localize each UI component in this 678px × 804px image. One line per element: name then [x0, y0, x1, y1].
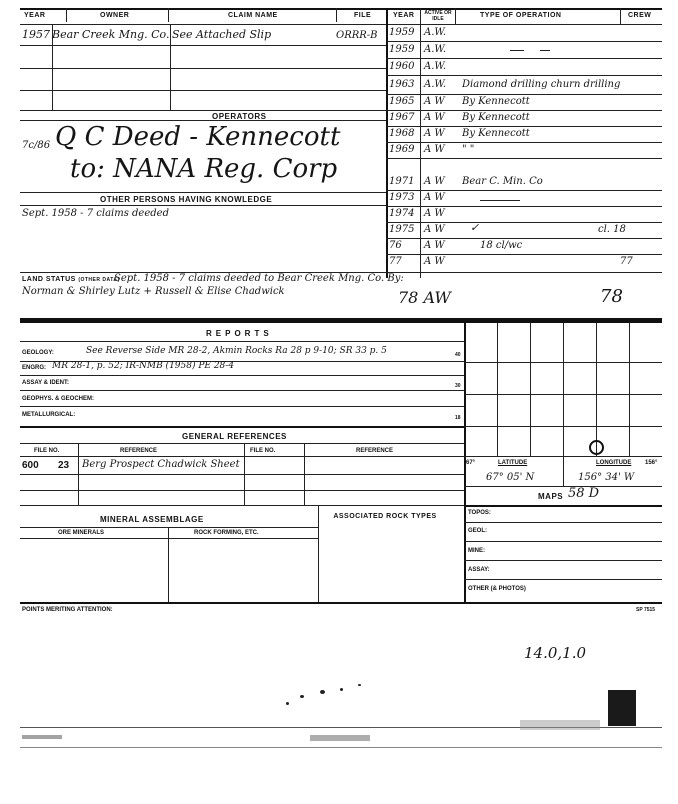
report-label: METALLURGICAL:	[22, 412, 76, 418]
activity-year: 1963	[389, 79, 415, 90]
activity-year: 1968	[389, 128, 415, 139]
claim-year: 1957	[22, 28, 50, 41]
scan-speck	[286, 702, 289, 705]
ref-reference: Berg Prospect Chadwick Sheet	[82, 459, 240, 470]
activity-year: 1967	[389, 112, 415, 123]
mine-label: MINE:	[468, 548, 485, 554]
report-margin: 40	[455, 352, 461, 358]
operators-label: OPERATORS	[212, 112, 267, 121]
scan-speck	[358, 684, 361, 686]
activity-dash	[510, 50, 524, 51]
land-status-extra: 78 AW	[398, 288, 451, 307]
claim-owner: Bear Creek Mng. Co.	[52, 28, 170, 41]
activity-year: 1971	[389, 176, 415, 187]
activity-dash	[480, 200, 520, 201]
activity-status: A W	[424, 240, 445, 251]
activity-dash	[540, 50, 550, 51]
header-type-of-operation: TYPE OF OPERATION	[480, 12, 562, 19]
activity-status: A W	[424, 208, 445, 219]
scan-block	[608, 690, 636, 726]
report-label: ENGRG:	[22, 365, 46, 371]
lon-label: LONGITUDE	[596, 460, 632, 466]
scan-smudge	[22, 735, 62, 739]
topos-label: TOPOS:	[468, 510, 491, 516]
activity-status: A W	[424, 176, 445, 187]
activity-status: A W	[424, 128, 445, 139]
land-status-label: LAND STATUS (OTHER DATA)	[22, 276, 120, 283]
claim-file: ORRR-B	[336, 30, 378, 41]
other-photos-label: OTHER (& PHOTOS)	[468, 586, 526, 592]
location-circle-mark	[589, 440, 604, 455]
maps-label: MAPS	[538, 492, 564, 501]
col-reference-2: REFERENCE	[356, 448, 394, 454]
rock-forming: ROCK FORMING, ETC.	[194, 530, 259, 536]
reports-title: REPORTS	[206, 329, 273, 338]
land-status-line1: Sept. 1958 - 7 claims deeded to Bear Creek Mng. Co. By:	[114, 273, 404, 284]
geol-label: GEOL:	[468, 528, 487, 534]
activity-check: ✓	[470, 221, 480, 234]
footer-note: 14.0,1.0	[524, 644, 587, 662]
scan-smudge	[520, 720, 600, 730]
activity-status: A.W.	[424, 79, 447, 90]
activity-status: A W	[424, 224, 445, 235]
activity-operation: By Kennecott	[462, 96, 530, 107]
activity-status: A.W.	[424, 61, 447, 72]
report-label: ASSAY & IDENT:	[22, 380, 70, 386]
claim-name: See Attached Slip	[172, 28, 272, 41]
activity-status: A W	[424, 256, 445, 267]
activity-status: A W	[424, 112, 445, 123]
activity-status: A.W.	[424, 27, 447, 38]
activity-year: 1974	[389, 208, 415, 219]
ref-file-no: 600	[22, 460, 39, 471]
lon-suffix: 156°	[645, 460, 658, 466]
header-year-2: YEAR	[393, 12, 415, 19]
activity-year: 1959	[389, 44, 415, 55]
header-claim-name: CLAIM NAME	[228, 12, 278, 19]
activity-year: 1960	[389, 61, 415, 72]
form-number: SP 7515	[636, 607, 656, 613]
activity-operation: 18 cl/wc	[480, 240, 523, 251]
report-value: See Reverse Side MR 28-2, Akmin Rocks Ra 28 p 9-10; SR 33 p. 5	[86, 346, 387, 356]
activity-year: 77	[389, 256, 402, 267]
activity-operation: Bear C. Min. Co	[462, 176, 543, 187]
scan-speck	[340, 688, 343, 691]
header-owner: OWNER	[100, 12, 130, 19]
col-reference: REFERENCE	[120, 448, 158, 454]
col-file-no: FILE NO.	[34, 448, 60, 454]
land-status-extra2: 78	[600, 286, 623, 307]
activity-status: A.W.	[424, 44, 447, 55]
activity-status: A W	[424, 144, 445, 155]
operators-line2: to: NANA Reg. Corp	[70, 154, 338, 184]
activity-year: 1969	[389, 144, 415, 155]
header-active-idle: ACTIVE OR IDLE	[424, 10, 452, 22]
activity-operation: Diamond drilling churn drilling	[462, 79, 621, 90]
activity-crew: 77	[620, 256, 633, 267]
ore-minerals: ORE MINERALS	[58, 530, 105, 536]
activity-year: 1975	[389, 224, 415, 235]
latitude: 67° 05' N	[486, 472, 535, 483]
points-meriting-attention: POINTS MERITING ATTENTION:	[22, 607, 113, 613]
header-file: FILE	[354, 12, 372, 19]
report-margin: 30	[455, 383, 461, 389]
scan-smudge	[310, 735, 370, 741]
associated-rock-types: ASSOCIATED ROCK TYPES	[333, 513, 437, 520]
activity-crew: cl. 18	[598, 224, 626, 235]
scan-streak	[20, 747, 662, 748]
longitude: 156° 34' W	[578, 472, 635, 483]
lat-prefix: 67°	[466, 460, 476, 466]
activity-operation: By Kennecott	[462, 112, 530, 123]
report-value: MR 28-1, p. 52; IR-NMB (1958) PE 28-4	[52, 361, 235, 371]
activity-operation: " "	[462, 144, 475, 155]
ref-number: 23	[58, 460, 70, 471]
activity-status: A W	[424, 96, 445, 107]
activity-operation: By Kennecott	[462, 128, 530, 139]
operators-line1: Q C Deed - Kennecott	[55, 122, 341, 152]
activity-year: 1959	[389, 27, 415, 38]
activity-year: 1965	[389, 96, 415, 107]
mineral-title: MINERAL ASSEMBLAGE	[100, 515, 204, 524]
report-label: GEOPHYS. & GEOCHEM:	[22, 396, 95, 402]
land-status-line2: Norman & Shirley Lutz + Russell & Elise Chadwick	[22, 286, 285, 297]
section-rule	[20, 318, 662, 323]
col-file-no-2: FILE NO.	[250, 448, 276, 454]
assay-label: ASSAY:	[468, 567, 490, 573]
operators-date: 7c/86	[22, 140, 51, 151]
scan-speck	[300, 695, 304, 698]
lat-label: LATITUDE	[498, 460, 528, 466]
report-label: GEOLOGY:	[22, 350, 54, 356]
activity-status: A W	[424, 192, 445, 203]
maps-value: 58 D	[568, 486, 600, 501]
report-margin: 18	[455, 415, 461, 421]
activity-year: 1973	[389, 192, 415, 203]
scan-speck	[320, 690, 325, 694]
activity-year: 76	[389, 240, 402, 251]
other-persons-label: OTHER PERSONS HAVING KNOWLEDGE	[100, 195, 273, 204]
header-year: YEAR	[24, 12, 46, 19]
general-refs-title: GENERAL REFERENCES	[182, 432, 287, 441]
other-persons-text: Sept. 1958 - 7 claims deeded	[22, 208, 169, 219]
header-crew: CREW	[628, 12, 652, 19]
